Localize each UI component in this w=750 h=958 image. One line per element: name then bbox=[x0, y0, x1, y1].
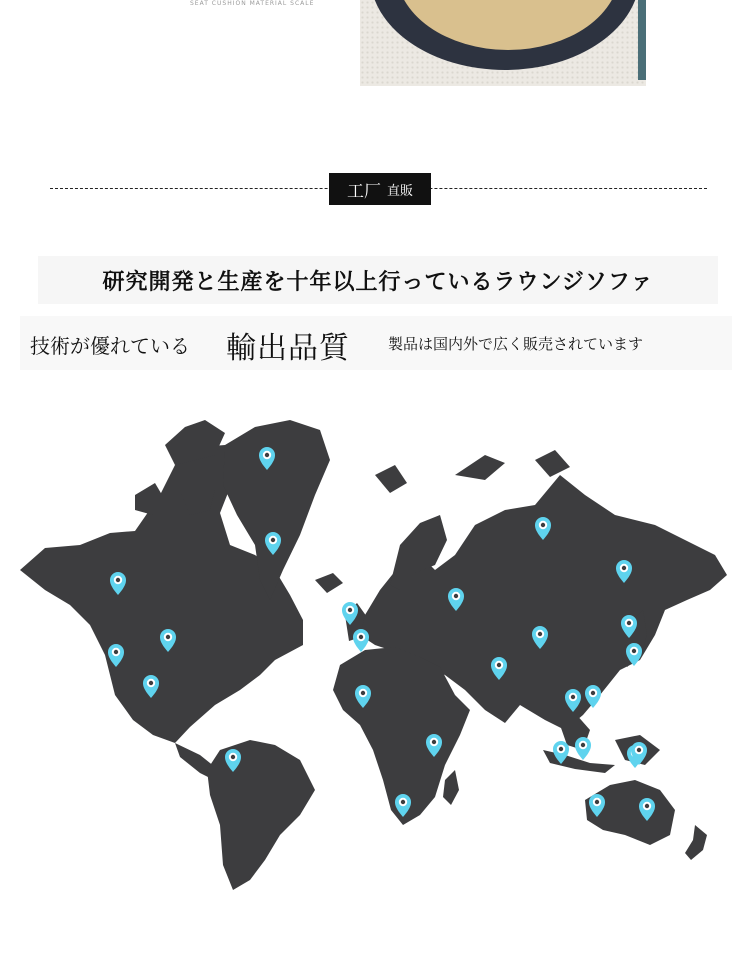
continents bbox=[20, 420, 727, 890]
product-photo bbox=[360, 0, 646, 86]
factory-direct-badge bbox=[329, 173, 431, 205]
subheadline-right: 製品は国内外で広く販売されています bbox=[388, 335, 644, 353]
pin-indonesia bbox=[575, 737, 591, 760]
headline: 研究開発と生産を十年以上行っているラウンジソファ bbox=[102, 269, 654, 295]
badge-sub-label: 直販 bbox=[386, 183, 413, 199]
new-zealand bbox=[685, 825, 707, 860]
world-map bbox=[15, 405, 735, 895]
pin-europe bbox=[353, 629, 369, 652]
photo-caption: SEAT CUSHION MATERIAL SCALE bbox=[190, 0, 315, 7]
iceland bbox=[315, 573, 343, 593]
subheadline-emphasis: 輸出品質 bbox=[226, 331, 350, 366]
madagascar bbox=[443, 770, 459, 805]
subheadline-left: 技術が優れている bbox=[30, 334, 190, 358]
subheadline-band bbox=[20, 316, 732, 370]
badge-main-label: 工厂 bbox=[346, 181, 381, 202]
headline-band bbox=[38, 256, 718, 304]
south-america bbox=[207, 740, 315, 890]
